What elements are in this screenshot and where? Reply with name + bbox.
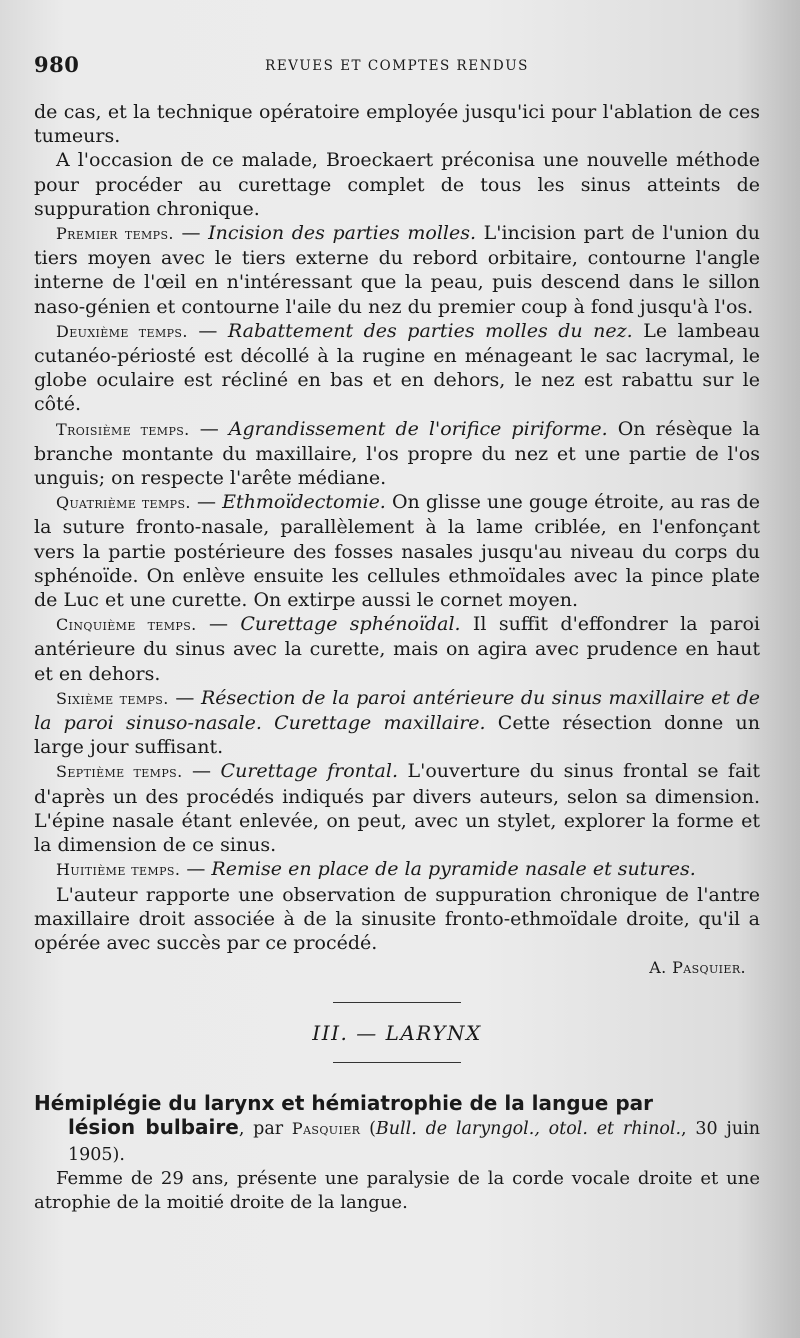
step-title: Remise en place de la pyramide nasale et sutures. [211, 858, 696, 881]
step-title: Rabattement des parties molles du nez. [227, 319, 633, 342]
step-title: Incision des parties molles. [208, 222, 477, 245]
step-label: Cinquième temps. [56, 615, 197, 635]
step-paragraph: Deuxième temps. — Rabattement des parties molles du nez. Le lambeau cutanéo-périosté est décollé à la rugine en ménageant le sac lacrymal, le globe oculaire est récliné en bas et en dehors, le nez est rabattu sur le côté. [34, 319, 760, 416]
section-heading: III. — LARYNX [312, 1021, 482, 1046]
step-paragraph: Huitième temps. — Remise en place de la pyramide nasale et sutures. [56, 858, 696, 881]
step-label: Huitième temps. [56, 860, 181, 880]
paragraph-observation: L'auteur rapporte une observation de suppuration chronique de l'antre maxillaire droit associée à de la sinusite fronto-ethmoïdale droite, qu'il a opérée avec succès par ce procédé. [34, 883, 760, 954]
step-paragraph: Septième temps. — Curettage frontal. L'ouverture du sinus frontal se fait d'après un des procédés indiqués par divers auteurs, selon sa dimension. L'épine nasale étant enlevée, on peut, avec un stylet, explorer la forme et la dimension de ce sinus. [34, 760, 760, 857]
step-text: On glisse une gouge étroite, au ras de la suture fronto-nasale, parallèlement à la lame criblée, en l'enfonçant vers la partie postérieure des fosses nasales jusqu'au niveau du corps du sphénoïde. On enlève ensuite les cellules ethmoïdales avec la pince plate de Luc et une curette. On extirpe aussi le cornet moyen. [34, 491, 760, 612]
step-title: Ethmoïdectomie. [222, 491, 386, 514]
page-header [34, 52, 760, 84]
signature: A. Pasquier. [649, 958, 746, 978]
step-label: Quatrième temps. [56, 493, 191, 513]
step-title: Résection de la paroi antérieure du sinus maxillaire et de la paroi sinuso-nasale. Curettage maxillaire. [34, 686, 760, 735]
step-paragraph: Cinquième temps. — Curettage sphénoïdal. Il suffit d'effondrer la paroi antérieure du sinus avec la curette, mais on agira avec prudence en haut et en dehors. [34, 613, 760, 685]
step-text: Il suffit d'effondrer la paroi antérieure du sinus avec la curette, mais on agira avec prudence en haut et en dehors. [34, 613, 760, 685]
article-title-line-2: lésion bulbaire, par Pasquier (Bull. de laryngol., otol. et rhinol., 30 juin 1905). [68, 1114, 760, 1165]
step-paragraph: Premier temps. — Incision des parties molles. L'incision part de l'union du tiers moyen avec le tiers externe du rebord orbitaire, contourne l'angle interne de l'œil en n'intéressant que la peau, puis descend dans le sillon naso-génien et contourne l'aile du nez du premier coup à fond jusqu'à l'os. [34, 222, 760, 318]
article-journal: Bull. de laryngol., otol. et rhinol. [375, 1118, 682, 1139]
divider-rule [333, 1062, 461, 1063]
step-title: Curettage frontal. [220, 760, 398, 783]
step-paragraph: Sixième temps. — Résection de la paroi antérieure du sinus maxillaire et de la paroi sinuso-nasale. Curettage maxillaire. Cette résection donne un large jour suffisant. [34, 686, 760, 759]
step-text: Le lambeau cutanéo-périosté est décollé à la rugine en ménageant le sac lacrymal, le globe oculaire est récliné en bas et en dehors, le nez est rabattu sur le côté. [34, 319, 760, 416]
operative-steps [34, 221, 760, 882]
step-label: Septième temps. [56, 762, 183, 782]
paragraph-continuation: de cas, et la technique opératoire employée jusqu'ici pour l'ablation de ces tumeurs. [34, 101, 760, 148]
divider-rule [333, 1002, 461, 1003]
step-label: Premier temps. [56, 224, 174, 244]
page-number: 980 [34, 52, 80, 77]
article-date: , 30 juin 1905). [68, 1118, 760, 1165]
page-body [34, 100, 760, 1215]
step-text: L'ouverture du sinus frontal se fait d'après un des procédés indiqués par divers auteurs, selon sa dimension. L'épine nasale étant enlevée, on peut, avec un stylet, explorer la forme et la dimension de ce sinus. [34, 760, 760, 857]
step-title: Agrandissement de l'orifice piriforme. [228, 417, 608, 440]
article-abstract: Femme de 29 ans, présente une paralysie de la corde vocale droite et une atrophie de la moitié droite de la langue. [34, 1167, 760, 1213]
paragraph-intro: A l'occasion de ce malade, Broeckaert préconisa une nouvelle méthode pour procéder au curettage complet de tous les sinus atteints de suppuration chronique. [34, 149, 760, 220]
step-paragraph: Troisième temps. — Agrandissement de l'orifice piriforme. On résèque la branche montante du maxillaire, l'os propre du nez et une partie de l'os unguis; on respecte l'arête médiane. [34, 417, 760, 490]
step-text: On résèque la branche montante du maxillaire, l'os propre du nez et une partie de l'os unguis; on respecte l'arête médiane. [34, 417, 760, 490]
step-paragraph: Quatrième temps. — Ethmoïdectomie. On glisse une gouge étroite, au ras de la suture fronto-nasale, parallèlement à la lame criblée, en l'enfonçant vers la partie postérieure des fosses nasales jusqu'au niveau du corps du sphénoïde. On enlève ensuite les cellules ethmoïdales avec la pince plate de Luc et une curette. On extirpe aussi le cornet moyen. [34, 491, 760, 612]
step-label: Deuxième temps. [56, 321, 188, 341]
article-author: Pasquier [291, 1118, 361, 1138]
step-label: Troisième temps. [56, 419, 190, 439]
step-label: Sixième temps. [56, 688, 169, 708]
step-text: Cette résection donne un large jour suffisant. [34, 712, 760, 759]
running-head: REVUES ET COMPTES RENDUS [265, 58, 529, 74]
step-title: Curettage sphénoïdal. [240, 613, 461, 636]
step-text: L'incision part de l'union du tiers moyen avec le tiers externe du rebord orbitaire, contourne l'angle interne de l'œil en n'intéressant que la peau, puis descend dans le sillon naso-génien et contourne l'aile du nez du premier coup à fond jusqu'à l'os. [34, 222, 760, 318]
article-title [34, 1091, 760, 1167]
article-title-line-1: Hémiplégie du larynx et hémiatrophie de la langue par [34, 1090, 653, 1115]
